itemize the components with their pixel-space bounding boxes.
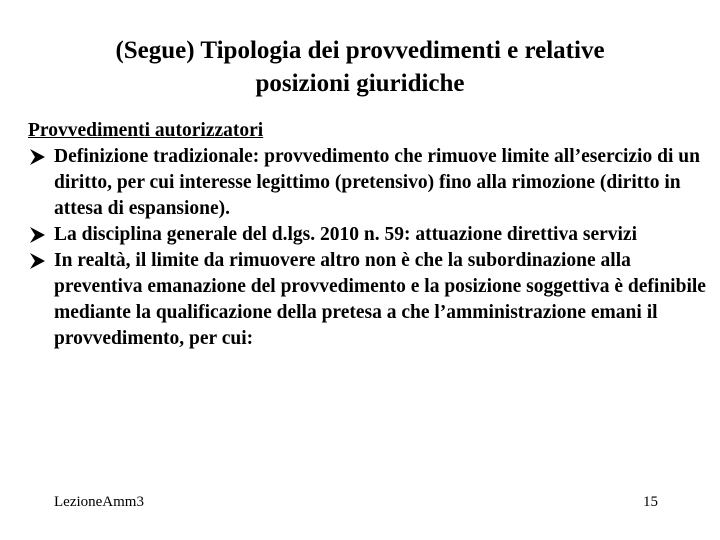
bullet-text: In realtà, il limite da rimuovere altro non è che la subordinazione alla preventiva emanazione del provvedimento e la posizione soggettiva è definibile mediante la qualificazione della pretesa a che l’amministrazione emani il provvedimento, per cui:: [54, 250, 706, 349]
bullet-text: La disciplina generale del d.lgs. 2010 n. 59: attuazione direttiva servizi: [54, 224, 637, 245]
page-number: 15: [643, 494, 658, 510]
footer-lesson-label: LezioneAmm3: [54, 494, 144, 510]
arrowhead-bullet-icon: [28, 222, 48, 248]
bullet-item: [28, 248, 708, 352]
bullet-list: [28, 144, 708, 352]
section-heading: Provvedimenti autorizzatori: [28, 120, 264, 141]
arrowhead-bullet-icon: [28, 248, 48, 274]
bullet-item: [28, 222, 708, 248]
slide-title-line-2: posizioni giuridiche: [255, 70, 465, 97]
arrowhead-bullet-icon: [28, 144, 48, 170]
slide-body: [28, 118, 708, 352]
bullet-item: [28, 144, 708, 222]
bullet-text: Definizione tradizionale: provvedimento che rimuove limite all’esercizio di un diritto, per cui interesse legittimo (pretensivo) fino alla rimozione (diritto in attesa di espansione).: [54, 146, 700, 219]
slide-title-line-1: (Segue) Tipologia dei provvedimenti e relative: [115, 37, 605, 64]
slide-title: [40, 34, 680, 100]
